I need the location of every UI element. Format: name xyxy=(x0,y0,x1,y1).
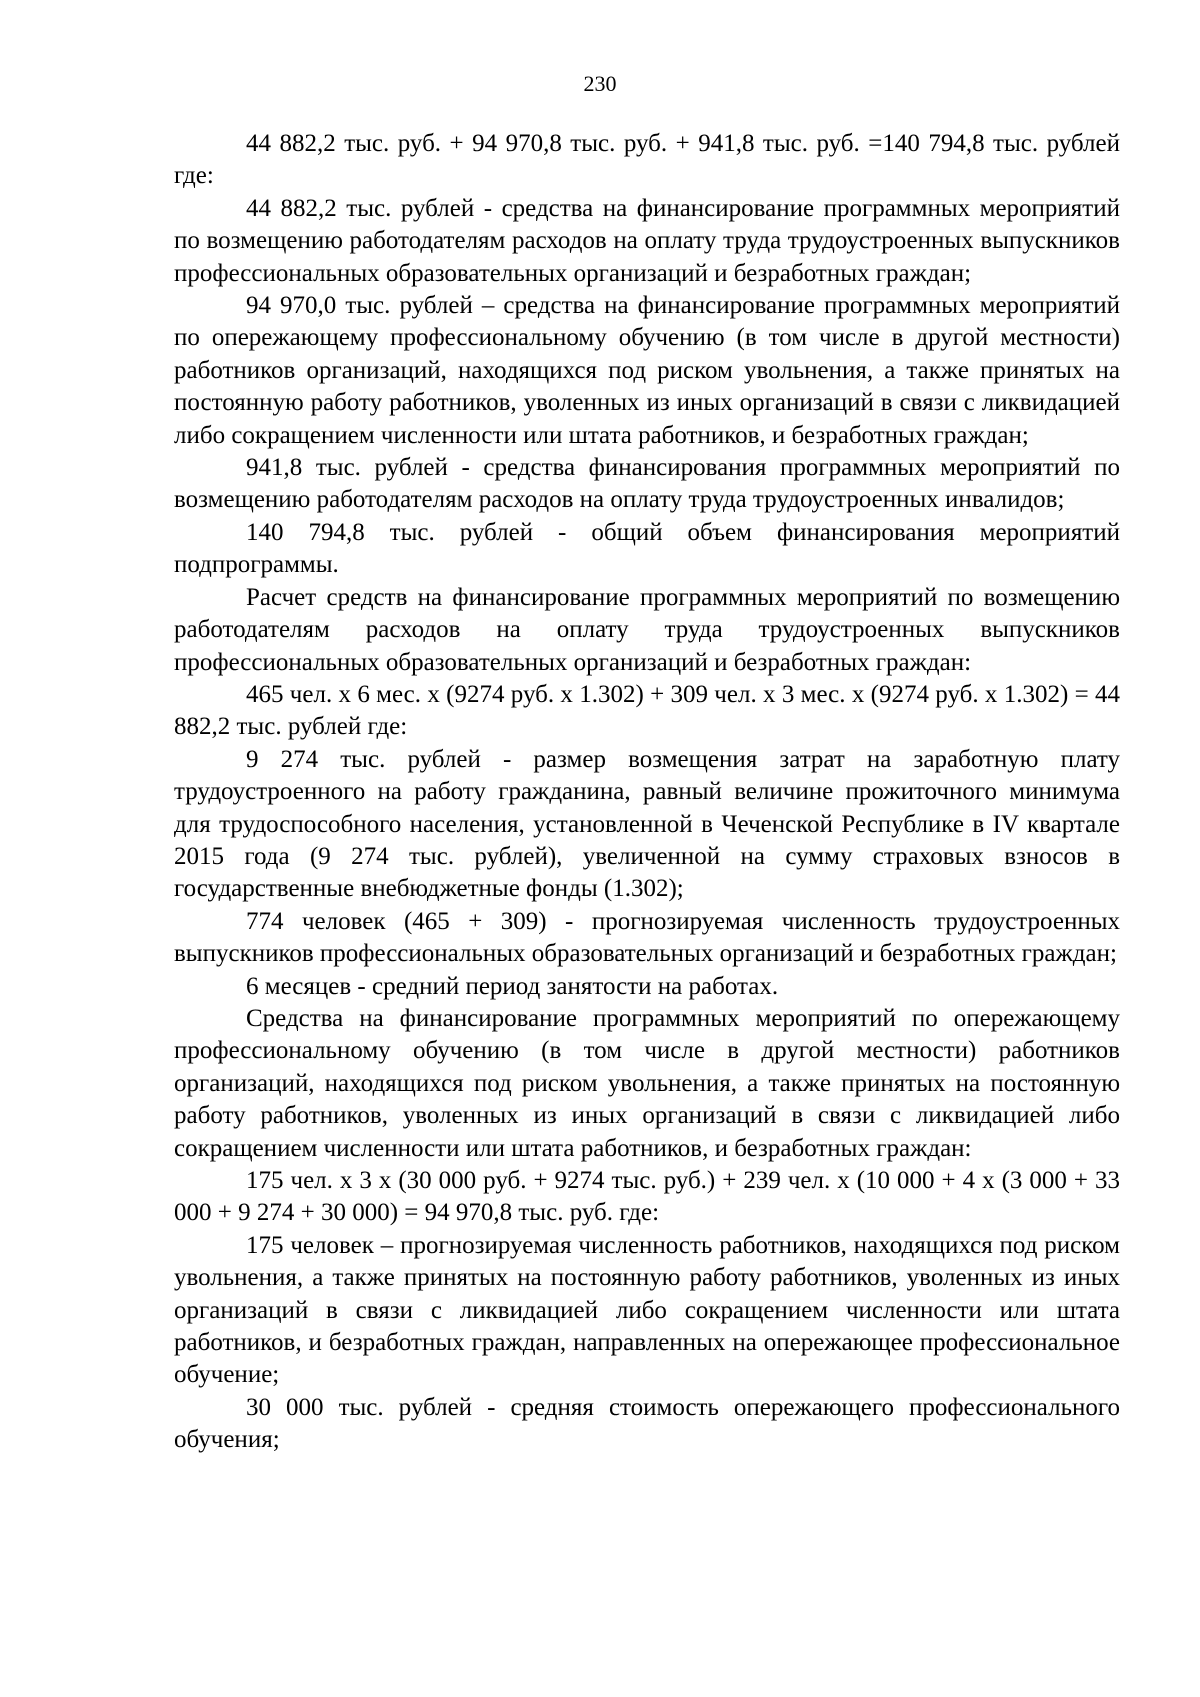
document-body xyxy=(174,128,1120,1457)
paragraph-at-risk-workers: 175 человек – прогнозируемая численность работников, находящихся под риском увольнения, а также принятых на постоянную работу работников, уволенных из иных организаций в связи с ликвидацией либо сокращением численности или штата работников, и безработных граждан, направленных на опережающее профессиональное обучение; xyxy=(174,1231,1120,1389)
paragraph-employer-compensation: 44 882,2 тыс. рублей - средства на финансирование программных мероприятий по возмещению работодателям расходов на оплату труда трудоустроенных выпускников профессиональных образовательных организаций и безработных граждан; xyxy=(174,194,1120,287)
paragraph-total-volume: 140 794,8 тыс. рублей - общий объем финансирования мероприятий подпрограммы. xyxy=(174,518,1120,579)
formula-total: 44 882,2 тыс. руб. + 94 970,8 тыс. руб. + 941,8 тыс. руб. =140 794,8 тыс. рублей где: xyxy=(174,130,1120,190)
paragraph-advanced-training: 94 970,0 тыс. рублей – средства на финансирование программных мероприятий по опережающему профессиональному обучению (в том числе в другой местности) работников организаций, находящихся под риском увольнения, а также принятых на постоянную работу работников, уволенных из иных организаций в связи с ликвидацией либо сокращением численности или штата работников, и безработных граждан; xyxy=(174,292,1120,449)
paragraph-calculation-heading: Расчет средств на финансирование программных мероприятий по возмещению работодателям расходов на оплату труда трудоустроенных выпускников профессиональных образовательных организаций и безработных граждан: xyxy=(174,583,1120,676)
paragraph-training-funds-heading: Средства на финансирование программных мероприятий по опережающему профессиональному обучению (в том числе в другой местности) работников организаций, находящихся под риском увольнения, а также принятых на постоянную работу работников, уволенных из иных организаций в связи с ликвидацией либо сокращением численности или штата работников, и безработных граждан: xyxy=(174,1004,1120,1162)
formula-training: 175 чел. x 3 x (30 000 руб. + 9274 тыс. руб.) + 239 чел. x (10 000 + 4 x (3 000 + 33 000 + 9 274 + 30 000) = 94 970,8 тыс. руб. где: xyxy=(174,1167,1120,1227)
paragraph-wage-compensation: 9 274 тыс. рублей - размер возмещения затрат на заработную плату трудоустроенного на работу гражданина, равный величине прожиточного минимума для трудоспособного населения, установленной в Чеченской Республике в IV квартале 2015 года (9 274 тыс. рублей), увеличенной на сумму страховых взносов в государственные внебюджетные фонды (1.302); xyxy=(174,745,1120,903)
paragraph-training-cost: 30 000 тыс. рублей - средняя стоимость опережающего профессионального обучения; xyxy=(174,1393,1120,1454)
paragraph-disabled-employment: 941,8 тыс. рублей - средства финансирования программных мероприятий по возмещению работодателям расходов на оплату труда трудоустроенных инвалидов; xyxy=(174,454,1120,514)
paragraph-employment-period: 6 месяцев - средний период занятости на работах. xyxy=(246,972,779,1000)
formula-graduates: 465 чел. x 6 мес. x (9274 руб. x 1.302) + 309 чел. x 3 мес. x (9274 руб. x 1.302) = 44 882,2 тыс. рублей где: xyxy=(174,680,1120,741)
paragraph-employed-count: 774 человек (465 + 309) - прогнозируемая численность трудоустроенных выпускников профессиональных образовательных организаций и безработных граждан; xyxy=(174,907,1120,968)
page-number: 230 xyxy=(583,71,617,96)
